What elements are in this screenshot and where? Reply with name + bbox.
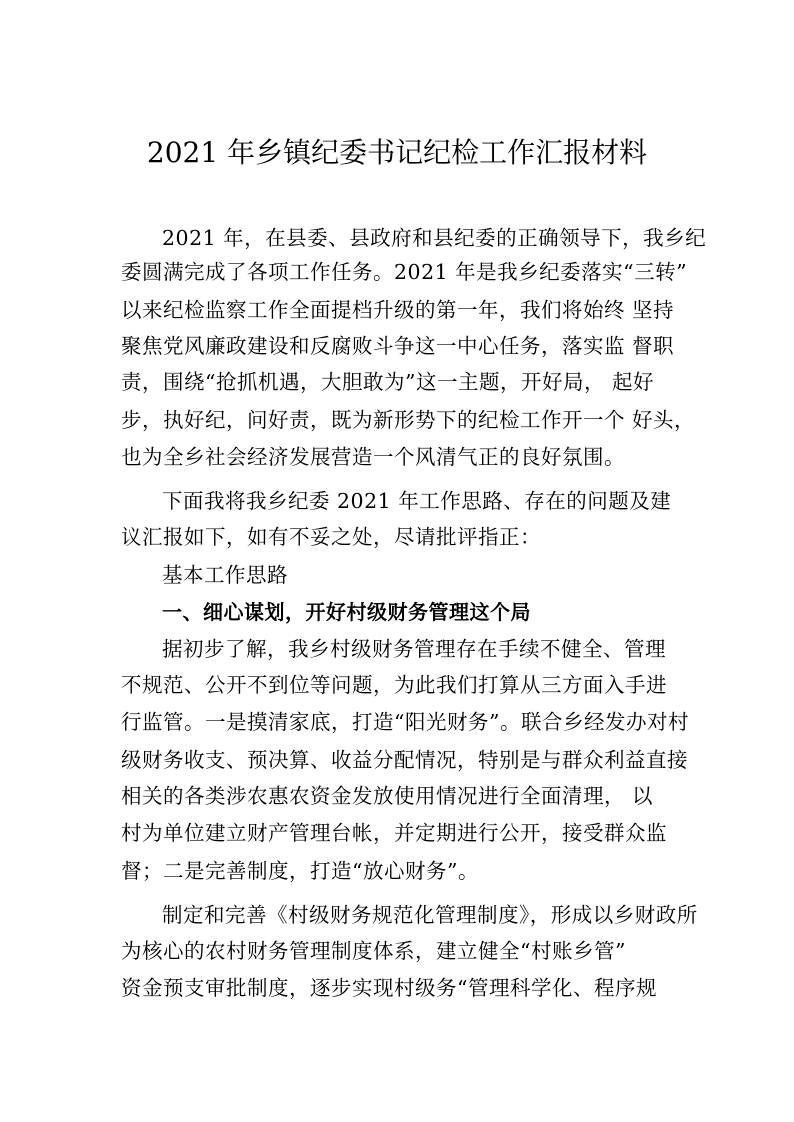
paragraph-1-line: 委圆满完成了各项工作任务。2021 年是我乡纪委落实“三转” xyxy=(121,260,688,284)
section-label: 基本工作思路 xyxy=(162,563,288,587)
paragraph-1-line: 也为全乡社会经济发展营造一个风清气正的良好氛围。 xyxy=(121,445,625,469)
paragraph-3-line: 行监管。一是摸清家底，打造“阳光财务”。联合乡经发办对村 xyxy=(121,710,689,734)
paragraph-2-line: 下面我将我乡纪委 2021 年工作思路、存在的问题及建 xyxy=(162,489,672,513)
paragraph-1-line: 聚焦党风廉政建设和反腐败斗争这一中心任务，落实监 督职 xyxy=(121,334,675,358)
section-heading: 一、细心谋划，开好村级财务管理这个局 xyxy=(162,600,531,624)
paragraph-1-line: 2021 年，在县委、县政府和县纪委的正确领导下，我乡纪 xyxy=(162,226,707,250)
paragraph-3-line: 不规范、公开不到位等问题，为此我们打算从三方面入手进 xyxy=(121,673,667,697)
paragraph-3-line: 据初步了解，我乡村级财务管理存在手续不健全、管理 xyxy=(162,637,666,661)
paragraph-3-line: 级财务收支、预决算、收益分配情况，特别是与群众利益直接 xyxy=(121,748,688,772)
paragraph-3-line: 村为单位建立财产管理台帐，并定期进行公开，接受群众监 xyxy=(121,821,667,845)
paragraph-1-line: 以来纪检监察工作全面提档升级的第一年，我们将始终 坚持 xyxy=(121,298,675,322)
paragraph-4-line: 制定和完善《村级财务规范化管理制度》，形成以乡财政所 xyxy=(162,903,698,927)
paragraph-4-line: 为核心的农村财务管理制度体系，建立健全“村账乡管” xyxy=(121,939,626,963)
paragraph-1-line: 责，围绕“抢抓机遇，大胆敢为”这一主题，开好局， 起好 xyxy=(121,370,654,394)
document-title: 2021 年乡镇纪委书记纪检工作汇报材料 xyxy=(146,136,648,169)
paragraph-2-line: 议汇报如下，如有不妥之处，尽请批评指正： xyxy=(121,525,541,549)
paragraph-3-line: 督；二是完善制度，打造“放心财务”。 xyxy=(121,859,479,883)
paragraph-1-line: 步，执好纪，问好责，既为新形势下的纪检工作开一个 好头， xyxy=(121,408,696,432)
paragraph-4-line: 资金预支审批制度，逐步实现村级务“管理科学化、程序规 xyxy=(121,976,657,1000)
paragraph-3-line: 相关的各类涉农惠农资金发放使用情况进行全面清理， 以 xyxy=(121,784,654,808)
